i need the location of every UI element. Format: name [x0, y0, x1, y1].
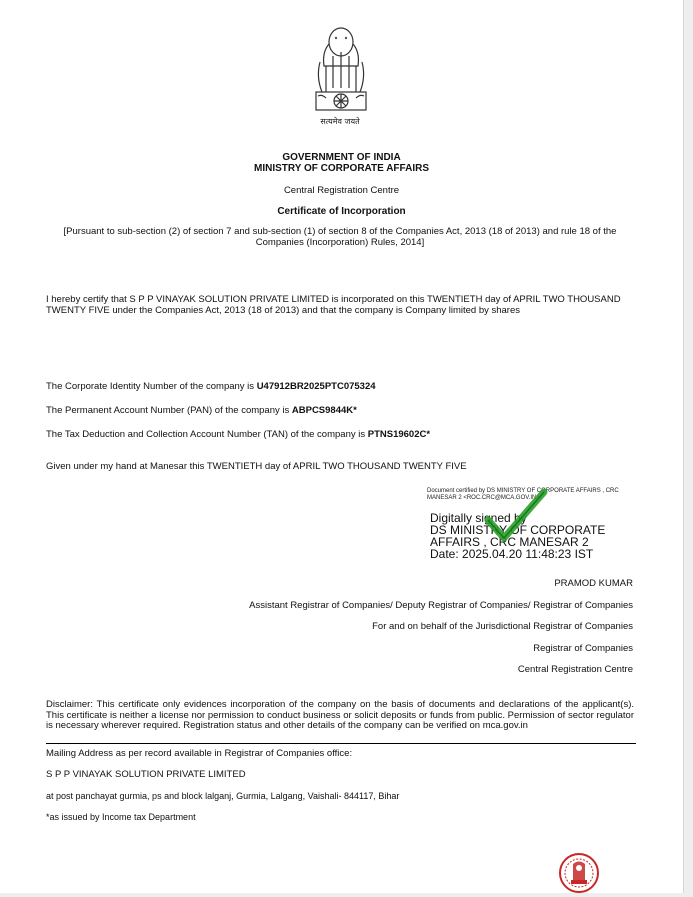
- digital-signature-line: AFFAIRS , CRC MANESAR 2: [430, 535, 589, 549]
- cin-label: The Corporate Identity Number of the company is: [46, 381, 257, 392]
- signatory-crc: Central Registration Centre: [517, 664, 633, 675]
- viewer-edge: [683, 0, 693, 897]
- pan-label: The Permanent Account Number (PAN) of the company is: [46, 405, 292, 416]
- footnote: *as issued by Income tax Department: [46, 812, 196, 822]
- pan-value: ABPCS9844K*: [291, 405, 357, 416]
- emblem-motto: सत्यमेव जयते: [320, 117, 360, 126]
- certificate-title: Certificate of Incorporation: [277, 206, 406, 217]
- government-heading: GOVERNMENT OF INDIA: [282, 152, 401, 163]
- mailing-heading: Mailing Address as per record available in Registrar of Companies office:: [46, 748, 353, 759]
- national-emblem-icon: [302, 22, 380, 130]
- digital-signature-line: Digitally signed by: [430, 511, 527, 525]
- tan-value: PTNS19602C*: [367, 429, 431, 440]
- signatory-behalf: For and on behalf of the Jurisdictional Registrar of Companies: [372, 621, 633, 632]
- divider: [46, 743, 636, 744]
- green-checkmark-icon: [482, 486, 552, 546]
- viewer-edge: [0, 893, 693, 897]
- mailing-address: at post panchayat gurmia, ps and block lalganj, Gurmia, Lalgang, Vaishali- 844117, Bihar: [46, 791, 400, 801]
- ministry-heading: MINISTRY OF CORPORATE AFFAIRS: [253, 163, 429, 174]
- pursuant-clause: [Pursuant to sub-section (2) of section 7 and sub-section (1) of section 8 of the Companies Act, 2013 (18 of 2013) and rule 18 of the Companies (Incorporation) Rules, 2014]: [63, 226, 617, 248]
- disclaimer: Disclaimer: This certificate only evidences incorporation of the company on the basis of documents and declarations of the applicant(s). This certificate is neither a license nor permission to conduct business or solicit deposits or funds from public. Permission of sector regulator is necessary wherever required. Registration status and other details of the company can be verified on mca.gov.in: [46, 699, 634, 731]
- digital-signature-date: Date: 2025.04.20 11:48:23 IST: [430, 547, 594, 561]
- signatory-roc: Registrar of Companies: [533, 643, 633, 654]
- certification-statement: I hereby certify that S P P VINAYAK SOLUTION PRIVATE LIMITED is incorporated on this TWENTIETH day of APRIL TWO THOUSAND TWENTY FIVE under the Companies Act, 2013 (18 of 2013) and that the company is Company limited by shares: [46, 294, 621, 316]
- digital-signature-line: DS MINISTRY OF CORPORATE: [430, 523, 606, 537]
- signatory-designation: Assistant Registrar of Companies/ Deputy Registrar of Companies/ Registrar of Companies: [249, 600, 633, 611]
- cin-line: [46, 381, 636, 392]
- pan-line: [46, 405, 636, 416]
- given-under-hand: Given under my hand at Manesar this TWENTIETH day of APRIL TWO THOUSAND TWENTY FIVE: [46, 461, 467, 472]
- document-certified-note: Document certified by DS MINISTRY OF CORPORATE AFFAIRS , CRC MANESAR 2 <ROC.CRC@MCA.GOV.IN>.: [427, 488, 619, 501]
- signatory-name: PRAMOD KUMAR: [554, 578, 633, 589]
- centre-heading: Central Registration Centre: [283, 185, 400, 196]
- mca-seal-icon: [556, 852, 602, 894]
- tan-label: The Tax Deduction and Collection Account Number (TAN) of the company is: [46, 429, 368, 440]
- mailing-company: S P P VINAYAK SOLUTION PRIVATE LIMITED: [46, 769, 246, 780]
- cin-value: U47912BR2025PTC075324: [256, 381, 376, 392]
- tan-line: [46, 429, 636, 440]
